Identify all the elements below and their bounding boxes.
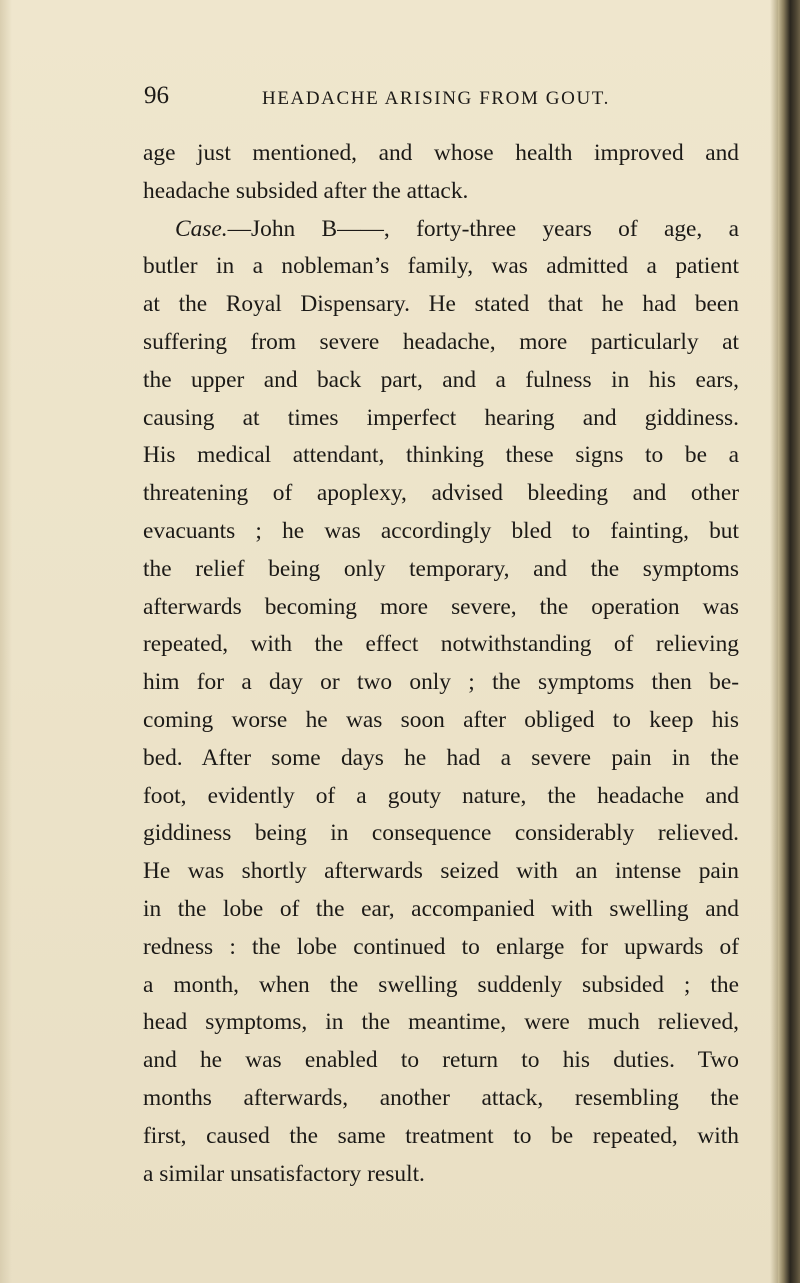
text-line: butler in a nobleman’s family, was admitted a patient bbox=[143, 253, 739, 280]
text-line: a month, when the swelling suddenly subsided ; the bbox=[143, 971, 739, 998]
text-line: the upper and back part, and a fulness in his ears, bbox=[143, 366, 739, 393]
text-line: head symptoms, in the meantime, were much relieved, bbox=[143, 1009, 739, 1036]
text-line: suffering from severe headache, more particularly at bbox=[143, 328, 739, 355]
text-line: a similar unsatisfactory result. bbox=[143, 1160, 425, 1187]
text-line: giddiness being in consequence considerably relieved. bbox=[143, 820, 739, 847]
running-head: HEADACHE ARISING FROM GOUT. bbox=[262, 88, 610, 109]
text-line: His medical attendant, thinking these signs to be a bbox=[143, 442, 739, 469]
text-line: foot, evidently of a gouty nature, the headache and bbox=[143, 782, 739, 809]
text-line: causing at times imperfect hearing and giddiness. bbox=[143, 404, 739, 431]
text-line: and he was enabled to return to his duties. Two bbox=[143, 1047, 739, 1074]
body-text bbox=[143, 135, 739, 1193]
text-line: redness : the lobe continued to enlarge for upwards of bbox=[143, 933, 739, 960]
text-line: evacuants ; he was accordingly bled to fainting, but bbox=[143, 517, 739, 544]
book-gutter bbox=[778, 0, 800, 1283]
text-line: the relief being only temporary, and the symptoms bbox=[143, 555, 739, 582]
text-line: at the Royal Dispensary. He stated that he had been bbox=[143, 291, 739, 318]
text-line: coming worse he was soon after obliged to keep his bbox=[143, 706, 739, 733]
case-label: Case. bbox=[175, 215, 228, 242]
text-line: him for a day or two only ; the symptoms then be- bbox=[143, 669, 739, 696]
text-line: in the lobe of the ear, accompanied with swelling and bbox=[143, 895, 739, 922]
page-gutter-edge bbox=[770, 0, 778, 1283]
text-line: age just mentioned, and whose health improved and bbox=[143, 140, 739, 166]
text-line: bed. After some days he had a severe pain in the bbox=[143, 744, 739, 771]
text-line-case-heading: Case.—John B——, forty-three years of age, a bbox=[175, 215, 739, 242]
text-line: headache subsided after the attack. bbox=[143, 177, 469, 204]
text-line: repeated, with the effect notwithstanding of relieving bbox=[143, 631, 739, 658]
text-line: He was shortly afterwards seized with an intense pain bbox=[143, 858, 739, 885]
text-line: afterwards becoming more severe, the operation was bbox=[143, 593, 739, 620]
page-header bbox=[144, 82, 764, 122]
text-line: months afterwards, another attack, resembling the bbox=[143, 1084, 739, 1111]
page-number: 96 bbox=[144, 82, 169, 109]
page-left-shadow bbox=[0, 0, 12, 1283]
text-line: first, caused the same treatment to be repeated, with bbox=[143, 1122, 739, 1149]
text-line: threatening of apoplexy, advised bleeding and other bbox=[143, 480, 739, 507]
